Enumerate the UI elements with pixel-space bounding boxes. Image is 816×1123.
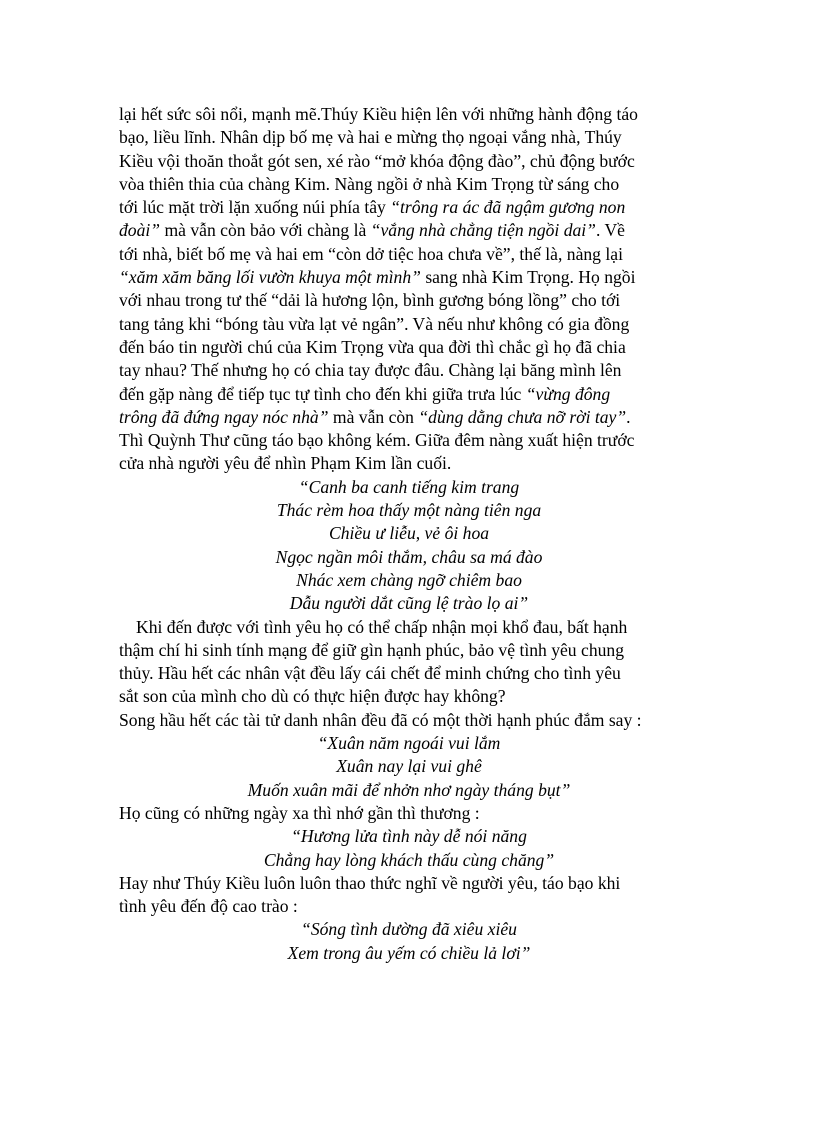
italic-quote: “xăm xăm băng lối vườn khuya một mình” bbox=[119, 267, 421, 288]
poem-huong-lua bbox=[119, 825, 699, 872]
paragraph-thuy-kieu bbox=[119, 872, 699, 919]
text-segment: mà vẫn còn bbox=[328, 406, 419, 427]
text-segment: tay nhau? Thế nhưng họ có chia tay được đâu. Chàng lại băng mình lên bbox=[119, 360, 622, 381]
italic-quote: trông đã đứng ngay nóc nhà” bbox=[119, 406, 329, 427]
text-segment: tang tảng khi “bóng tàu vừa lạt vẻ ngân”. Và nếu như không có gia đồng bbox=[119, 313, 630, 334]
italic-quote: “trông ra ác đã ngậm gương non bbox=[390, 197, 626, 218]
poem-line: “Xuân năm ngoái vui lắm bbox=[317, 733, 501, 754]
text-segment: Thì Quỳnh Thư cũng táo bạo không kém. Giữa đêm nàng xuất hiện trước bbox=[119, 430, 635, 451]
text-line bbox=[119, 289, 699, 312]
poem-line: Ngọc ngần môi thắm, châu sa má đào bbox=[275, 546, 543, 567]
text-segment: Kiều vội thoăn thoắt gót sen, xé rào “mở khóa động đào”, chủ động bước bbox=[119, 150, 635, 171]
text-line bbox=[119, 336, 699, 359]
document-page bbox=[119, 103, 699, 965]
text-line bbox=[119, 219, 699, 242]
text-line: Khi đến được với tình yêu họ có thể chấp nhận mọi khổ đau, bất hạnh bbox=[136, 616, 628, 637]
paragraph-nho-thuong bbox=[119, 802, 699, 825]
paragraph-kieu-story bbox=[119, 103, 699, 476]
text-segment: . bbox=[626, 406, 631, 427]
text-line bbox=[119, 126, 699, 149]
text-line: Hay như Thúy Kiều luôn luôn thao thức nghĩ về người yêu, táo bạo khi bbox=[119, 872, 621, 893]
text-line: tình yêu đến độ cao trào : bbox=[119, 896, 298, 917]
text-line: thủy. Hầu hết các nhân vật đều lấy cái chết để minh chứng cho tình yêu bbox=[119, 663, 621, 684]
italic-quote: “vắng nhà chẳng tiện ngồi dai” bbox=[370, 220, 596, 241]
text-segment: đến gặp nàng để tiếp tục tự tình cho đến khi giữa trưa lúc bbox=[119, 383, 526, 404]
text-line bbox=[119, 406, 699, 429]
text-line bbox=[119, 266, 699, 289]
text-line bbox=[119, 313, 699, 336]
text-line bbox=[119, 150, 699, 173]
poem-canh-ba bbox=[119, 476, 699, 616]
text-segment: bạo, liều lĩnh. Nhân dịp bố mẹ và hai e mừng thọ ngoại vắng nhà, Thúy bbox=[119, 127, 622, 148]
poem-line: Chiều ư liễu, vẻ ôi hoa bbox=[328, 523, 490, 544]
poem-line: Xem trong âu yếm có chiều lả lơi” bbox=[287, 942, 531, 963]
poem-line: “Sóng tình dường đã xiêu xiêu bbox=[301, 919, 517, 940]
poem-song-tinh bbox=[119, 918, 699, 965]
italic-quote: “dùng dằng chưa nỡ rời tay” bbox=[418, 406, 627, 427]
paragraph-sacrifice bbox=[119, 616, 699, 732]
text-line bbox=[119, 173, 699, 196]
text-line bbox=[119, 383, 699, 406]
poem-line: Chẳng hay lòng khách thấu cùng chăng” bbox=[263, 849, 555, 870]
text-line: Song hầu hết các tài tử danh nhân đều đã có một thời hạnh phúc đắm say : bbox=[119, 709, 642, 730]
text-segment: tới lúc mặt trời lặn xuống núi phía tây bbox=[119, 197, 391, 218]
text-segment: . Về bbox=[595, 220, 625, 241]
poem-line: Nhác xem chàng ngỡ chiêm bao bbox=[296, 569, 522, 590]
poem-line: Xuân nay lại vui ghê bbox=[336, 756, 482, 777]
text-line bbox=[119, 243, 699, 266]
text-segment: đến báo tin người chú của Kim Trọng vừa qua đời thì chắc gì họ đã chia bbox=[119, 336, 626, 357]
text-line bbox=[119, 429, 699, 452]
italic-quote: “vừng đông bbox=[525, 383, 611, 404]
text-line: thậm chí hi sinh tính mạng để giữ gìn hạnh phúc, bảo vệ tình yêu chung bbox=[119, 639, 625, 660]
text-line: sắt son của mình cho dù có thực hiện được hay không? bbox=[119, 686, 506, 707]
text-line bbox=[119, 103, 699, 126]
text-segment: sang nhà Kim Trọng. Họ ngồi bbox=[420, 267, 636, 288]
text-line bbox=[119, 452, 699, 475]
poem-xuan bbox=[119, 732, 699, 802]
poem-line: “Canh ba canh tiếng kim trang bbox=[298, 476, 520, 497]
text-segment: với nhau trong tư thế “dải là hương lộn, bình gương bóng lồng” cho tới bbox=[119, 290, 621, 311]
text-segment: cửa nhà người yêu để nhìn Phạm Kim lần cuối. bbox=[119, 453, 452, 474]
text-line bbox=[119, 196, 699, 219]
text-segment: mà vẫn còn bảo với chàng là bbox=[160, 220, 371, 241]
poem-line: Thác rèm hoa thấy một nàng tiên nga bbox=[276, 500, 542, 521]
text-line: Họ cũng có những ngày xa thì nhớ gần thì thương : bbox=[119, 802, 480, 823]
text-line bbox=[119, 359, 699, 382]
poem-line: Dẫu người dắt cũng lệ trào lọ ai” bbox=[289, 593, 529, 614]
poem-line: “Hương lửa tình này dễ nói năng bbox=[291, 826, 527, 847]
text-segment: vòa thiên thia của chàng Kim. Nàng ngồi ở nhà Kim Trọng từ sáng cho bbox=[119, 173, 620, 194]
text-segment: tới nhà, biết bố mẹ và hai em “còn dở tiệc hoa chưa về”, thế là, nàng lại bbox=[119, 243, 623, 264]
italic-quote: đoài” bbox=[119, 220, 161, 241]
text-segment: lại hết sức sôi nổi, mạnh mẽ.Thúy Kiều hiện lên với những hành động táo bbox=[119, 104, 638, 124]
poem-line: Muốn xuân mãi để nhởn nhơ ngày tháng bụt” bbox=[247, 779, 571, 800]
